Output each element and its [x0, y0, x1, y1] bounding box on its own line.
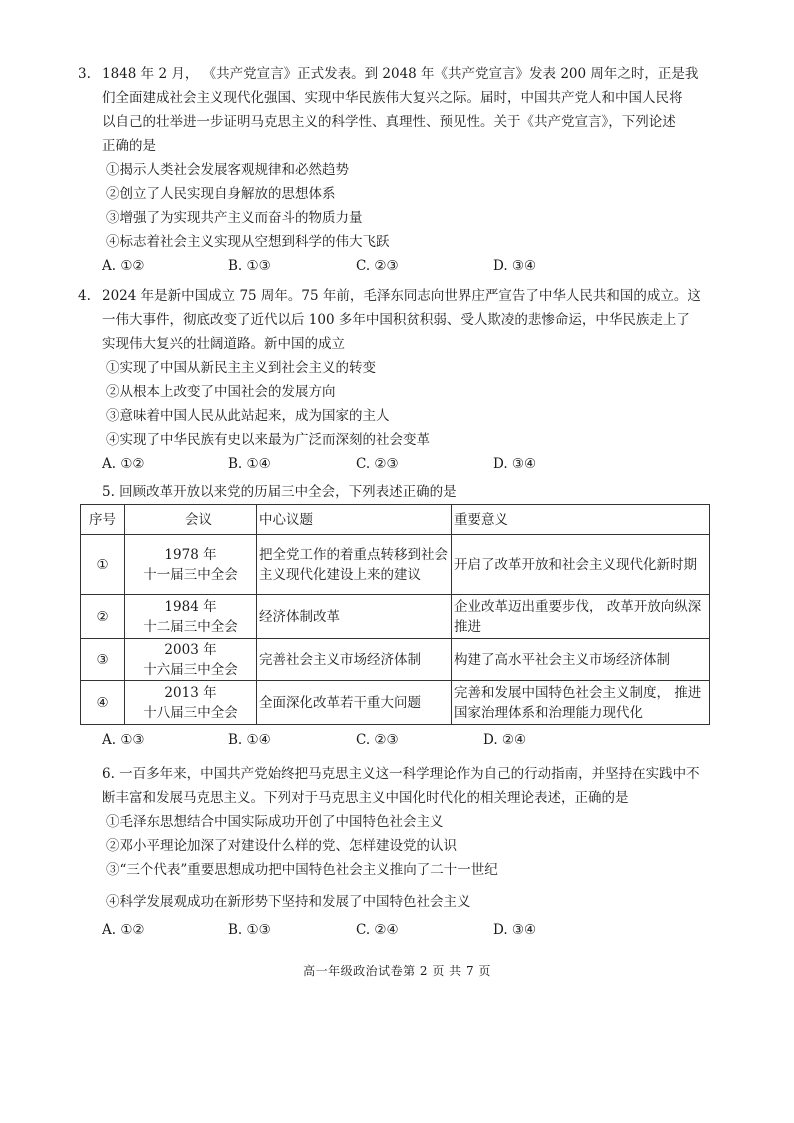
table-row: [81, 535, 710, 595]
question-5-choices-wrap: [78, 728, 718, 752]
table-header: 中心议题: [257, 505, 452, 535]
question-3: [78, 62, 718, 278]
meeting-session: 十八届三中全会: [143, 704, 238, 721]
meaning-cell: 完善和发展中国特色社会主义制度， 推进国家治理体系和治理能力现代化: [452, 681, 710, 725]
question-3-option-2: ②创立了人民实现自身解放的思想体系: [106, 186, 336, 202]
topic-cell: 把全党工作的着重点转移到社会主义现代化建设上来的建议: [257, 535, 452, 595]
meeting-session: 十一届三中全会: [143, 566, 238, 583]
table-header-row: [81, 505, 710, 535]
row-number: ③: [81, 639, 125, 681]
question-4-stem-line-3: 实现伟大复兴的壮阔道路。新中国的成立: [102, 336, 345, 352]
choice-a: A. ①②: [102, 258, 145, 274]
choice-b: B. ①③: [228, 258, 271, 274]
question-4-choices: [78, 452, 718, 476]
meeting-cell: [125, 535, 257, 595]
meeting-cell: [125, 681, 257, 725]
question-3-stem-line-4: 正确的是: [102, 138, 156, 154]
question-3-option-3: ③增强了为实现共产主义而奋斗的物质力量: [106, 210, 363, 226]
topic-cell: 完善社会主义市场经济体制: [257, 639, 452, 681]
choice-d: D. ②④: [483, 732, 527, 748]
question-3-option-1: ①揭示人类社会发展客观规律和必然趋势: [106, 162, 349, 178]
row-number: ①: [81, 535, 125, 595]
question-6-option-4: ④科学发展观成功在新形势下坚持和发展了中国特色社会主义: [106, 894, 471, 910]
question-4-number: 4.: [78, 288, 91, 304]
table-row: [81, 595, 710, 639]
meaning-cell: 企业改革迈出重要步伐， 改革开放向纵深推进: [452, 595, 710, 639]
meeting-year: 1978 年: [164, 546, 217, 563]
table-row: [81, 639, 710, 681]
choice-c: C. ②③: [356, 456, 399, 472]
meeting-cell: [125, 639, 257, 681]
question-5: [78, 480, 718, 504]
question-5-stem: 5. 回顾改革开放以来党的历届三中全会，下列表述正确的是: [102, 484, 457, 500]
choice-c: C. ②③: [356, 732, 399, 748]
choice-a: A. ①②: [102, 456, 145, 472]
page-footer: 高一年级政治试卷第 2 页 共 7 页: [303, 964, 491, 978]
meaning-cell: 构建了高水平社会主义市场经济体制: [452, 639, 710, 681]
table-header: 重要意义: [452, 505, 710, 535]
meeting-cell: [125, 595, 257, 639]
meeting-year: 2013 年: [164, 684, 217, 701]
meeting-session: 十二届三中全会: [143, 618, 238, 635]
question-6-option-1: ①毛泽东思想结合中国实际成功开创了中国特色社会主义: [106, 814, 444, 830]
question-3-stem-line-1: 3. 1848 年 2 月， 《共产党宣言》正式发表。到 2048 年《共产党宣言》发表 200 周年之时，正是我: [78, 62, 718, 86]
choice-b: B. ①③: [228, 922, 271, 938]
meeting-session: 十六届三中全会: [143, 661, 238, 678]
choice-d: D. ③④: [493, 456, 537, 472]
question-3-stem-line-2: 们全面建成社会主义现代化强国、实现中华民族伟大复兴之际。届时，中国共产党人和中国人民将: [102, 90, 683, 106]
meeting-year: 2003 年: [164, 641, 217, 658]
question-4-option-4: ④实现了中华民族有史以来最为广泛而深刻的社会变革: [106, 432, 430, 448]
question-4: [78, 284, 718, 476]
choice-c: C. ②④: [356, 922, 399, 938]
meaning-cell: 开启了改革开放和社会主义现代化新时期: [452, 535, 710, 595]
question-6-option-3: ③“三个代表”重要思想成功把中国特色社会主义推向了二十一世纪: [106, 862, 498, 878]
choice-b: B. ①④: [228, 456, 271, 472]
row-number: ②: [81, 595, 125, 639]
question-4-stem-line-2: 一伟大事件，彻底改变了近代以后 100 多年中国积贫积弱、受人欺凌的悲惨命运，中华民族走上了: [102, 312, 690, 328]
choice-b: B. ①④: [228, 732, 271, 748]
sessions-table: [80, 504, 710, 725]
question-3-option-4: ④标志着社会主义实现从空想到科学的伟大飞跃: [106, 234, 390, 250]
question-6-stem-line-1: 6. 一百多年来，中国共产党始终把马克思主义这一科学理论作为自己的行动指南，并坚持在实践中不: [102, 766, 700, 782]
topic-cell: 全面深化改革若干重大问题: [257, 681, 452, 725]
row-number: ④: [81, 681, 125, 725]
question-4-option-2: ②从根本上改变了中国社会的发展方向: [106, 384, 336, 400]
table-header: 序号: [81, 505, 125, 535]
question-4-stem-line-1: 4. 2024 年是新中国成立 75 周年。75 年前，毛泽东同志向世界庄严宣告了中华人民共和国的成立。这: [78, 284, 718, 308]
question-6-choices: [78, 918, 718, 942]
question-6-stem-line-2: 断丰富和发展马克思主义。下列对于马克思主义中国化时代化的相关理论表述，正确的是: [102, 790, 629, 806]
choice-d: D. ③④: [493, 922, 537, 938]
choice-a: A. ①②: [102, 922, 145, 938]
table-header: 会议: [125, 505, 257, 535]
question-3-stem-line-3: 以自己的壮举进一步证明马克思主义的科学性、真理性、预见性。关于《共产党宣言》，下列论述: [102, 114, 676, 130]
choice-c: C. ②③: [356, 258, 399, 274]
choice-d: D. ③④: [493, 258, 537, 274]
question-3-number: 3.: [78, 66, 91, 82]
meeting-year: 1984 年: [164, 598, 217, 615]
question-4-option-1: ①实现了中国从新民主主义到社会主义的转变: [106, 360, 376, 376]
question-6-option-2: ②邓小平理论加深了对建设什么样的党、怎样建设党的认识: [106, 838, 457, 854]
question-3-choices: [78, 254, 718, 278]
question-4-option-3: ③意味着中国人民从此站起来，成为国家的主人: [106, 408, 390, 424]
choice-a: A. ①③: [102, 732, 145, 748]
question-5-choices: [78, 728, 718, 752]
table-row: [81, 681, 710, 725]
question-6: [78, 762, 718, 942]
topic-cell: 经济体制改革: [257, 595, 452, 639]
